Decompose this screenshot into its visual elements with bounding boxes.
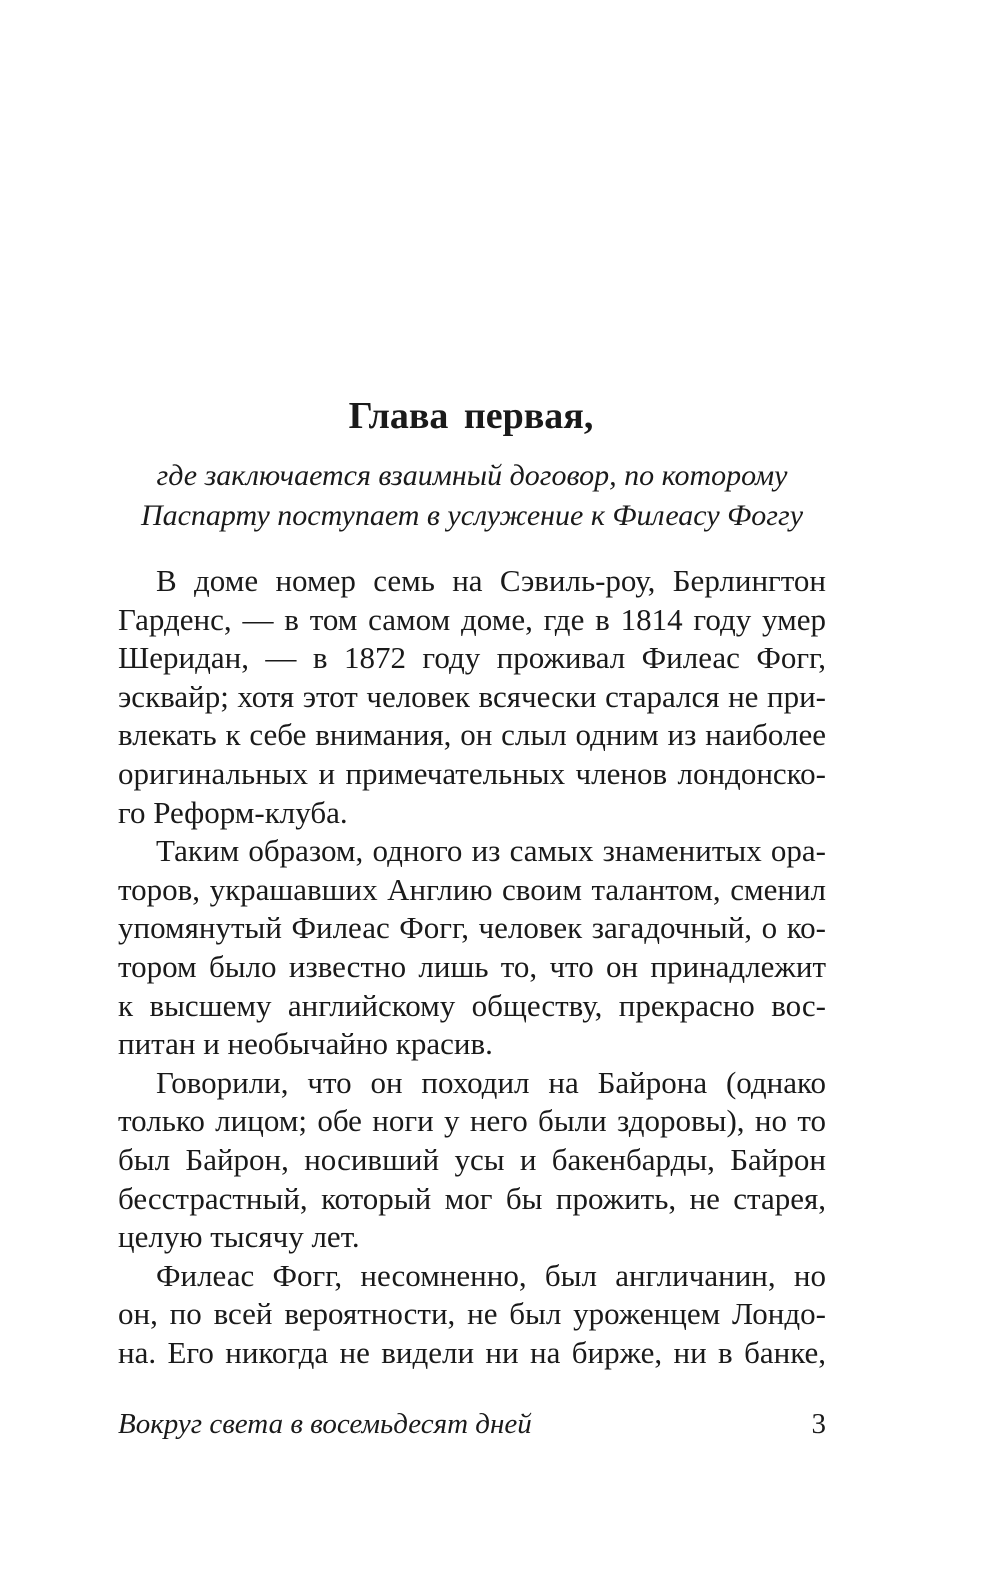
text-line: только лицом; обе ноги у него были здоровы), но то — [118, 1103, 826, 1139]
text-line: на. Его никогда не видели ни на бирже, ни в банке, — [118, 1334, 826, 1370]
text-line: питан и необычайно красив. — [118, 1026, 493, 1062]
text-line: влекать к себе внимания, он слыл одним из наиболее — [118, 717, 826, 753]
paragraph-2 — [118, 832, 826, 1064]
paragraph-3 — [118, 1064, 826, 1257]
text-line: эсквайр; хотя этот человек всячески старался не при- — [118, 678, 826, 714]
text-line: упомянутый Филеас Фогг, человек загадочный, о ко- — [118, 910, 826, 946]
text-line: был Байрон, носивший усы и бакенбарды, Байрон — [118, 1141, 826, 1177]
text-line: бесстрастный, который мог бы прожить, не старея, — [118, 1180, 826, 1216]
text-line: оригинальных и примечательных членов лондонско- — [118, 755, 826, 791]
page-footer — [118, 1404, 826, 1444]
text-line: тором было известно лишь то, что он принадлежит — [118, 948, 826, 984]
chapter-subtitle — [118, 456, 826, 536]
page-number: 3 — [811, 1408, 826, 1440]
chapter-subtitle-line: Паспарту поступает в услужение к Филеасу Фоггу — [140, 499, 804, 532]
text-line: Филеас Фогг, несомненно, был англичанин, но — [156, 1257, 826, 1293]
chapter-subtitle-line: где заключается взаимный договор, по которому — [156, 459, 788, 492]
text-line: Говорили, что он походил на Байрона (однако — [156, 1064, 826, 1100]
text-line: Шеридан, — в 1872 году проживал Филеас Фогг, — [118, 640, 826, 676]
paragraph-1 — [118, 562, 826, 832]
chapter-title: Глава первая, — [348, 395, 594, 437]
text-line: го Реформ-клуба. — [118, 794, 348, 830]
text-line: торов, украшавших Англию своим талантом, сменил — [118, 871, 826, 907]
body-text — [118, 562, 826, 1372]
text-line: В доме номер семь на Сэвиль-роу, Берлингтон — [156, 563, 826, 598]
text-line: он, по всей вероятности, не был уроженцем Лондо- — [118, 1296, 826, 1332]
text-line: к высшему английскому обществу, прекрасно вос- — [118, 987, 826, 1023]
paragraph-4 — [118, 1257, 826, 1373]
text-line: Гарденс, — в том самом доме, где в 1814 году умер — [118, 601, 826, 637]
running-title: Вокруг света в восемьдесят дней — [118, 1408, 532, 1440]
text-line: Таким образом, одного из самых знаменитых ора- — [156, 833, 826, 869]
text-line: целую тысячу лет. — [118, 1219, 360, 1255]
